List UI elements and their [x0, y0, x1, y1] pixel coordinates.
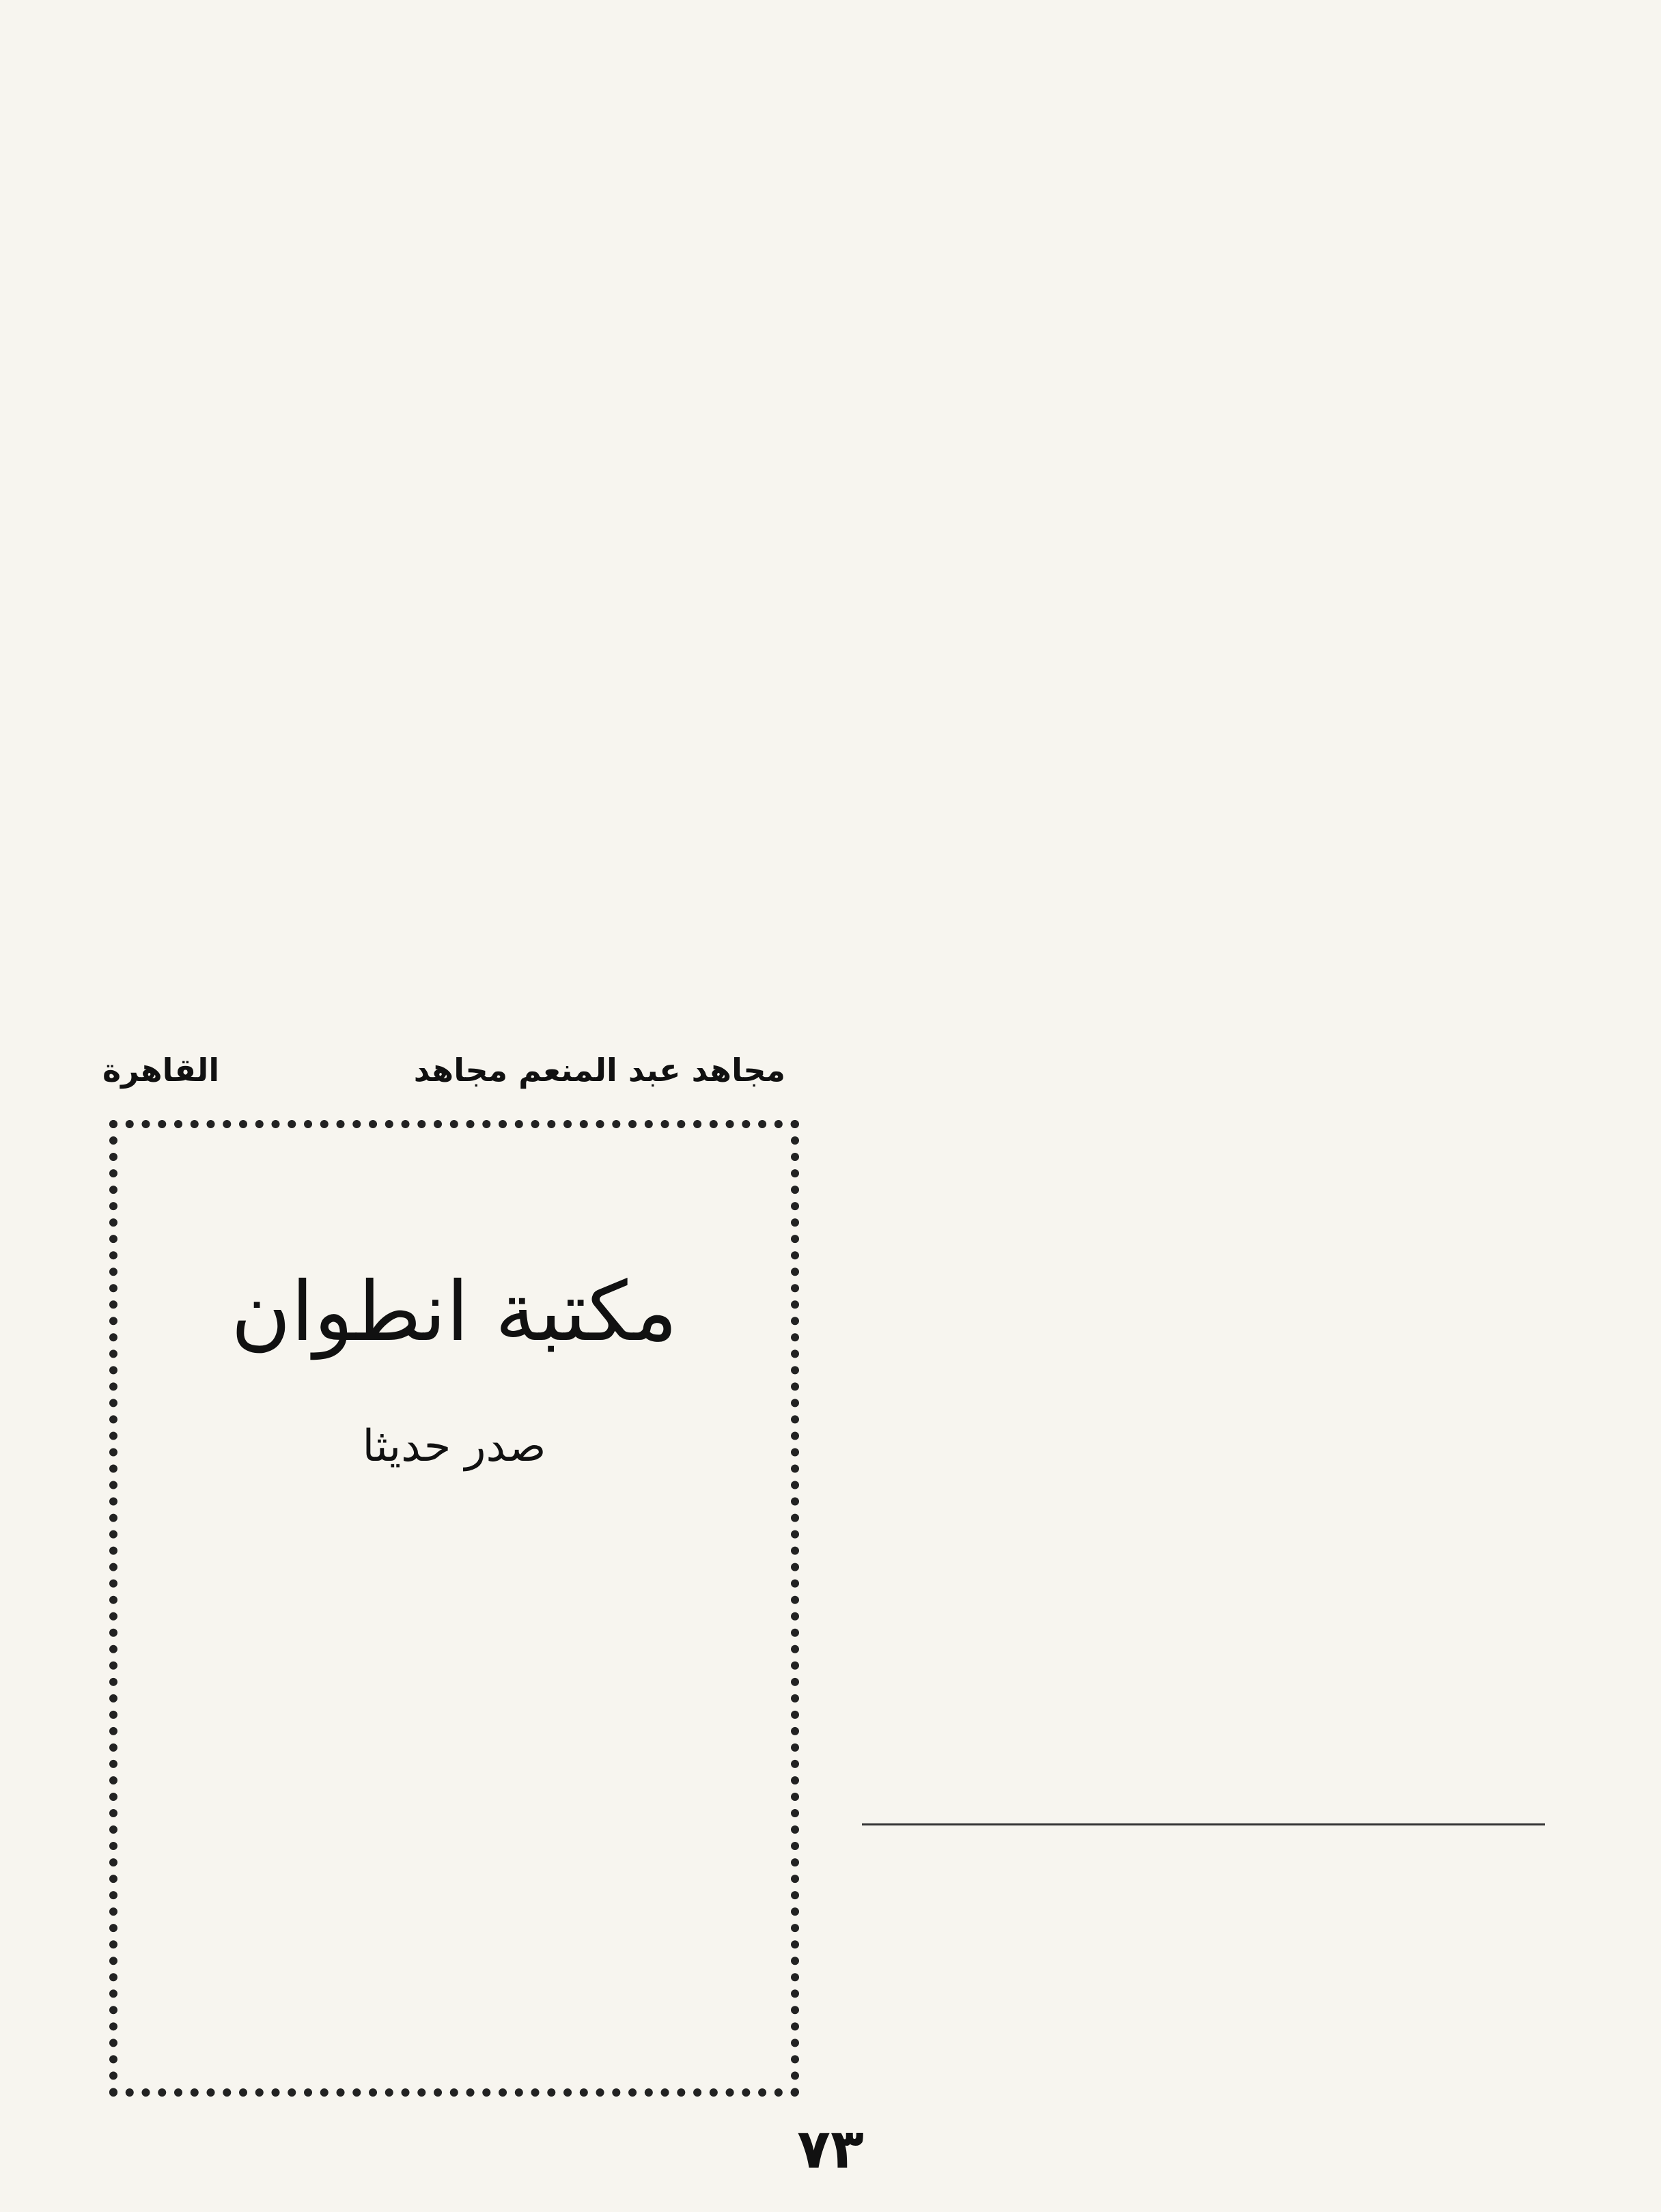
bookstore-advertisement: [109, 1120, 799, 2097]
author-name: مجاهد عبد المنعم مجاهد: [413, 1052, 785, 1089]
article-paragraph: [102, 190, 785, 231]
article-paragraph: [862, 190, 1545, 231]
article-paragraph: [862, 116, 1545, 157]
article-signature: [102, 1052, 785, 1089]
page-number: ٧٣: [797, 2117, 864, 2181]
article-paragraph: [862, 411, 1545, 452]
city-name: القاهرة: [102, 1052, 220, 1089]
ad-title: مكتبة انطوان: [230, 1265, 678, 1360]
footnote: [862, 1823, 1545, 2008]
article-left-column: [102, 116, 785, 411]
article-right-column: [862, 116, 1545, 485]
article-paragraph: [102, 264, 785, 305]
article-paragraph: [862, 337, 1545, 378]
article-paragraph: [862, 264, 1545, 305]
article-paragraph: [102, 116, 785, 157]
article-paragraph: [102, 337, 785, 378]
ad-subtitle: صدر حديثا: [362, 1421, 546, 1472]
